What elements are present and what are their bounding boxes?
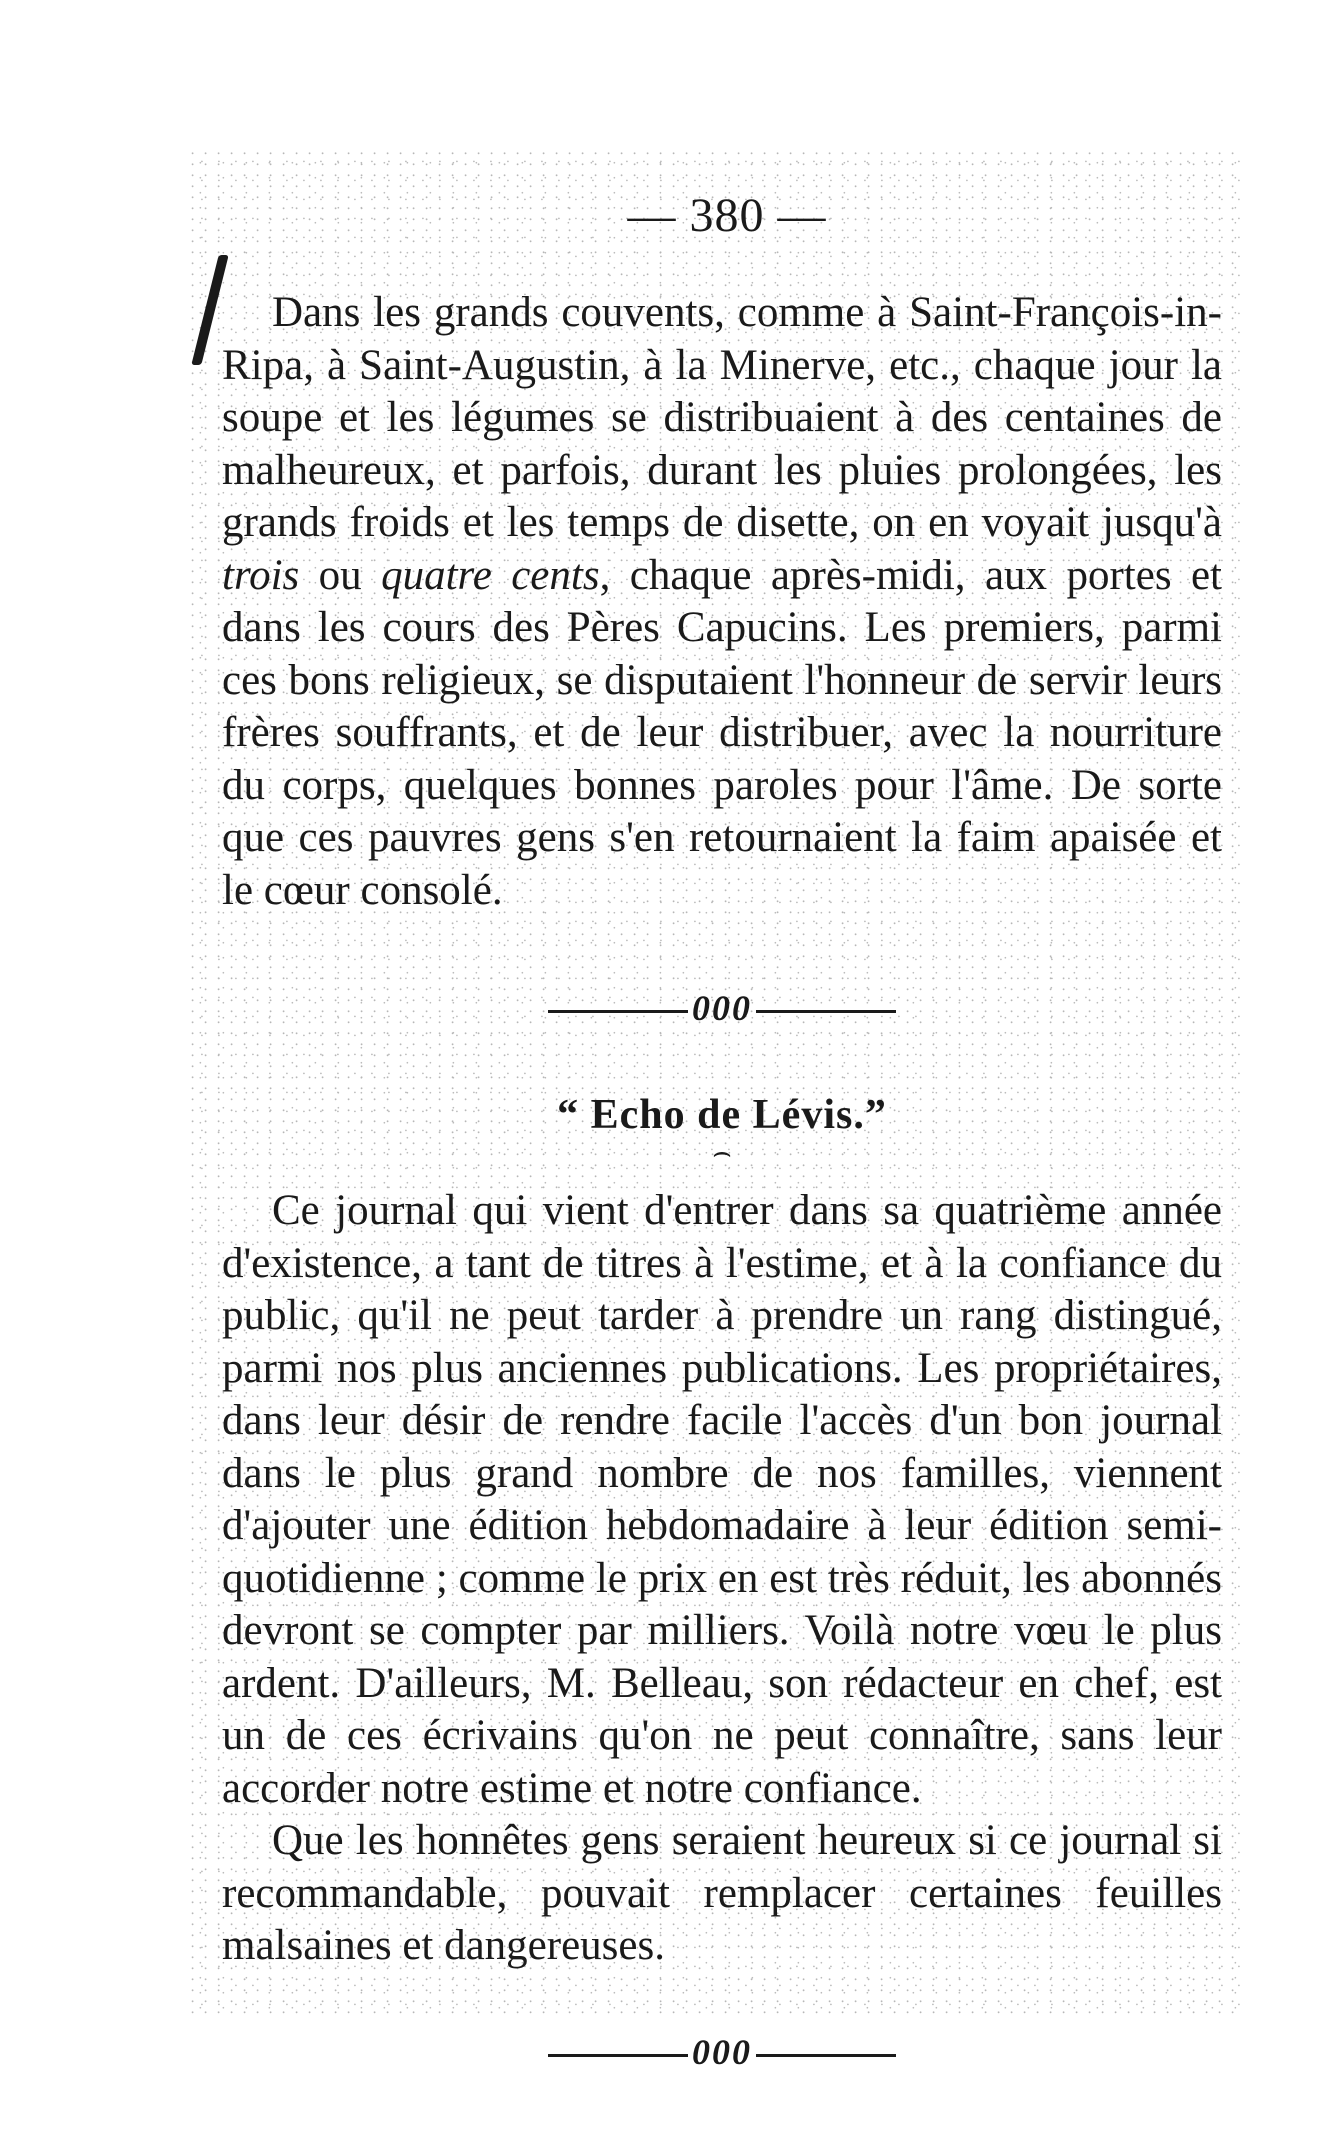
page-number: — 380 — bbox=[627, 189, 827, 242]
paragraph-couvents bbox=[222, 287, 1222, 917]
separator-rule-right bbox=[756, 2054, 896, 2057]
paragraph-journal: Ce journal qui vient d'entrer dans sa quatrième année d'existence, a tant de titres à l'estime, et à la confiance du public, qu'il ne peut tarder à prendre un rang distingué, parmi nos plus anciennes publications. Les propriétaires, dans leur désir de rendre facile l'accès d'un bon journal dans le plus grand nombre de nos familles, viennent d'ajouter une édition hebdomadaire à leur édition semi-quotidienne ; comme le prix en est très réduit, les abonnés devront se compter par milliers. Voilà notre vœu le plus ardent. D'ailleurs, M. Belleau, son rédacteur en chef, est un de ces écrivains qu'on ne peut connaître, sans leur accorder notre estime et notre confiance. bbox=[222, 1187, 1222, 1812]
separator-label: 000 bbox=[692, 2031, 752, 2072]
italic-quatre-cents: quatre cents bbox=[381, 551, 600, 599]
paragraph-couvents-text-ou: ou bbox=[299, 551, 382, 599]
section-separator-2 bbox=[222, 2031, 1222, 2073]
italic-trois: trois bbox=[222, 551, 300, 599]
separator-label: 000 bbox=[692, 988, 752, 1028]
heading-ornament: ⌢ bbox=[712, 1136, 732, 1169]
paragraph-couvents-text-2: , chaque après-midi, aux portes et dans les cours des Pères Capucins. Les premiers, parmi ces bons religieux, se disputaient l'honneur de servir leurs frères souffrants, et de leur distribuer, avec la nourriture du corps, quelques bonnes paroles pour l'âme. De sorte que ces pauvres gens s'en retournaient la faim apaisée et le cœur consolé. bbox=[222, 551, 1223, 914]
text-column bbox=[222, 188, 1222, 2135]
separator-rule-left bbox=[548, 2054, 688, 2057]
paragraph-couvents-text-1: Dans les grands couvents, comme à Saint-François-in-Ripa, à Saint-Augustin, à la Minerve, etc., chaque jour la soupe et les légumes se distribuaient à des centaines de malheureux, et parfois, durant les pluies prolongées, les grands froids et les temps de disette, on en voyait jusqu'à bbox=[222, 289, 1222, 546]
separator-rule-right bbox=[756, 1010, 896, 1013]
paragraph-honnetes-gens: Que les honnêtes gens seraient heureux si ce journal si recommandable, pouvait remplacer certaines feuilles malsaines et dangereuses. bbox=[222, 1817, 1222, 1969]
separator-rule-left bbox=[548, 1010, 688, 1013]
section-heading-echo-de-levis: “ Echo de Lévis.” bbox=[557, 1092, 887, 1138]
section-separator-1 bbox=[222, 987, 1222, 1029]
